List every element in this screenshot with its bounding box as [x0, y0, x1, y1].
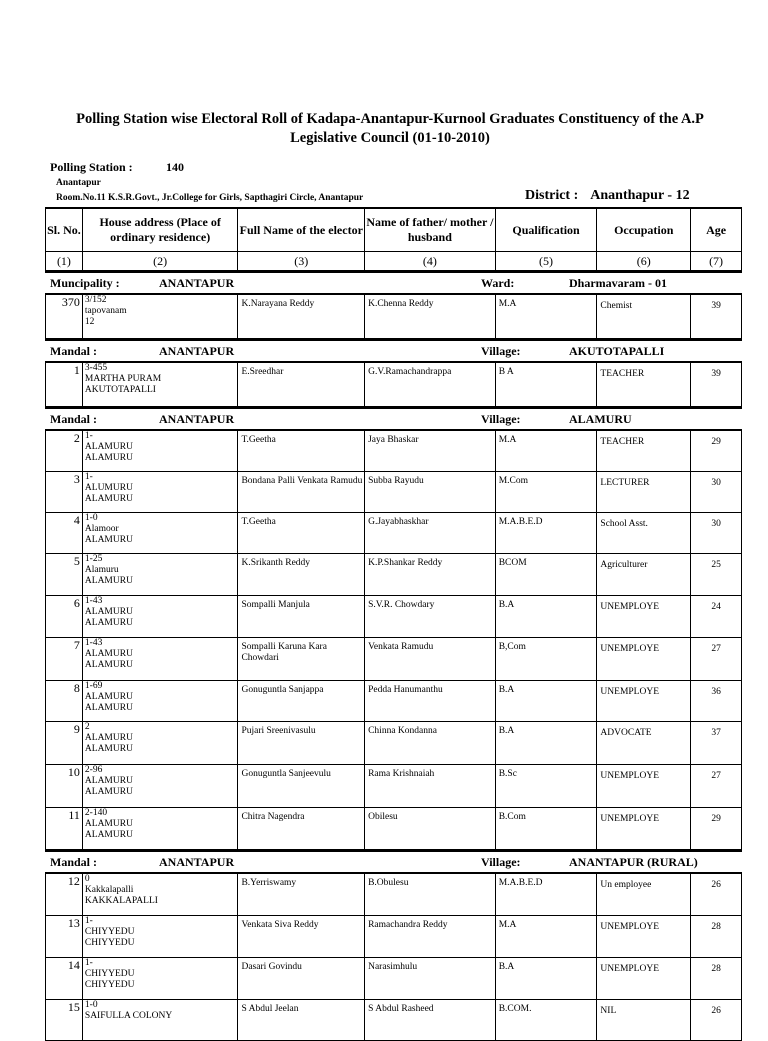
address-line: ALAMURU	[84, 787, 133, 797]
address-line: ALAMURU	[84, 744, 133, 754]
address-line: MARTHA PURAM	[84, 374, 162, 384]
section-area-value: ANANTAPUR (RURAL)	[569, 855, 698, 869]
address-line: ALAMURU	[84, 776, 133, 786]
table-row	[45, 513, 742, 554]
elector-name-cell: T.Geetha	[238, 431, 365, 471]
occupation-cell: LECTURER	[597, 472, 691, 512]
address-cell	[83, 472, 239, 512]
serial-number-cell: 13	[46, 916, 83, 957]
elector-name-cell: K.Srikanth Reddy	[238, 554, 365, 595]
serial-number-cell: 12	[46, 874, 83, 915]
address-line: 1-69	[84, 681, 103, 691]
address-cell	[83, 363, 239, 406]
address-line: ALAMURU	[84, 660, 133, 670]
table-row	[45, 472, 742, 513]
elector-name-cell: Sompalli Karuna Kara Chowdari	[238, 638, 365, 680]
address-line: ALAMURU	[84, 607, 133, 617]
section-header	[45, 271, 742, 295]
col-header-father: Name of father/ mother / husband	[365, 209, 496, 251]
age-cell: 28	[711, 922, 721, 932]
district-value: Ananthapur - 12	[590, 188, 690, 203]
address-line: 1-0	[84, 1000, 98, 1010]
age-cell: 29	[711, 814, 721, 824]
address-line: KAKKALAPALLI	[84, 896, 158, 906]
section-area-label: Village:	[481, 344, 521, 358]
polling-station-room: Room.No.11 K.S.R.Govt., Jr.College for Girls, Sapthagiri Circle, Anantapur	[56, 193, 364, 203]
qualification-cell: B.COM.	[496, 1000, 598, 1040]
elector-name-cell: E.Sreedhar	[238, 363, 365, 406]
table-row	[45, 765, 742, 808]
table-row	[45, 681, 742, 722]
address-line: 3-455	[84, 363, 108, 373]
electoral-roll-table	[45, 207, 742, 1041]
address-cell	[83, 431, 239, 471]
elector-name-cell: Chitra Nagendra	[238, 808, 365, 849]
occupation-cell: UNEMPLOYE	[597, 765, 691, 807]
section-name: ANANTAPUR	[159, 412, 235, 426]
section-header	[45, 339, 742, 363]
occupation-cell: Chemist	[597, 295, 691, 338]
address-cell	[83, 874, 239, 915]
qualification-cell: M.A	[496, 916, 598, 957]
col-header-qualification: Qualification	[496, 209, 598, 251]
serial-number-cell: 10	[46, 765, 83, 807]
address-line: ALUMURU	[84, 483, 133, 493]
section-type-label: Mandal :	[50, 344, 98, 358]
polling-station-number: 140	[166, 160, 184, 174]
occupation-cell: UNEMPLOYE	[597, 596, 691, 637]
address-cell	[83, 1000, 239, 1040]
address-line: 2	[84, 722, 90, 732]
serial-number-cell: 3	[46, 472, 83, 512]
serial-number-cell: 8	[46, 681, 83, 721]
district-info	[525, 188, 690, 204]
occupation-cell: NIL	[597, 1000, 691, 1040]
qualification-cell: BCOM	[496, 554, 598, 595]
address-line: ALAMURU	[84, 576, 133, 586]
table-row	[45, 958, 742, 1000]
relative-name-cell: Jaya Bhaskar	[365, 431, 496, 471]
section-area-label: Ward:	[481, 276, 515, 290]
relative-name-cell: S.V.R. Chowdary	[365, 596, 496, 637]
polling-station-town: Anantapur	[56, 178, 101, 188]
elector-name-cell: Bondana Palli Venkata Ramudu	[238, 472, 365, 512]
section-type-label: Mandal :	[50, 855, 98, 869]
polling-station-label: Polling Station :	[50, 160, 133, 174]
document-title	[40, 110, 740, 148]
serial-number-cell: 6	[46, 596, 83, 637]
col-number-6: (6)	[597, 252, 691, 270]
table-row	[45, 596, 742, 638]
elector-name-cell: Sompalli Manjula	[238, 596, 365, 637]
occupation-cell: School Asst.	[597, 513, 691, 553]
table-row	[45, 722, 742, 765]
address-cell	[83, 916, 239, 957]
occupation-cell: UNEMPLOYE	[597, 916, 691, 957]
title-line-1: Polling Station wise Electoral Roll of Kadapa-Anantapur-Kurnool Graduates Constituency of the A.P	[76, 111, 704, 127]
address-cell	[83, 958, 239, 999]
address-line: Alamuru	[84, 565, 119, 575]
qualification-cell: M.A.B.E.D	[496, 513, 598, 553]
section-header	[45, 850, 742, 874]
age-cell: 39	[711, 369, 721, 379]
age-cell: 39	[711, 301, 721, 311]
address-line: 1-	[84, 431, 93, 441]
col-number-1: (1)	[46, 252, 83, 270]
qualification-cell: B.Com	[496, 808, 598, 849]
address-line: 1-	[84, 916, 93, 926]
qualification-cell: M.A.B.E.D	[496, 874, 598, 915]
relative-name-cell: Venkata Ramudu	[365, 638, 496, 680]
age-cell: 36	[711, 687, 721, 697]
qualification-cell: B.A	[496, 958, 598, 999]
address-cell	[83, 596, 239, 637]
section-area-label: Village:	[481, 855, 521, 869]
col-header-occupation: Occupation	[597, 209, 691, 251]
address-line: 1-	[84, 472, 93, 482]
address-line: ALAMURU	[84, 692, 133, 702]
address-line: ALAMURU	[84, 494, 133, 504]
serial-number-cell: 4	[46, 513, 83, 553]
serial-number-cell: 15	[46, 1000, 83, 1040]
address-line: ALAMURU	[84, 733, 133, 743]
address-cell	[83, 638, 239, 680]
qualification-cell: B.Sc	[496, 765, 598, 807]
address-line: ALAMURU	[84, 649, 133, 659]
elector-name-cell: Venkata Siva Reddy	[238, 916, 365, 957]
elector-name-cell: K.Narayana Reddy	[238, 295, 365, 338]
elector-name-cell: S Abdul Jeelan	[238, 1000, 365, 1040]
col-header-age: Age	[706, 222, 727, 237]
address-cell	[83, 554, 239, 595]
address-line: ALAMURU	[84, 442, 133, 452]
table-row	[45, 638, 742, 681]
address-line: Kakkalapalli	[84, 885, 134, 895]
address-cell	[83, 681, 239, 721]
elector-name-cell: Gonuguntla Sanjappa	[238, 681, 365, 721]
age-cell: 25	[711, 560, 721, 570]
address-line: CHIYYEDU	[84, 980, 135, 990]
elector-name-cell: Pujari Sreenivasulu	[238, 722, 365, 764]
section-name: ANANTAPUR	[159, 855, 235, 869]
table-row	[45, 874, 742, 916]
serial-number-cell: 7	[46, 638, 83, 680]
address-line: 1-	[84, 958, 93, 968]
section-area-label: Village:	[481, 412, 521, 426]
address-line: ALAMURU	[84, 703, 133, 713]
table-row	[45, 554, 742, 596]
table-row	[45, 431, 742, 472]
serial-number-cell: 11	[46, 808, 83, 849]
address-line: 12	[84, 317, 95, 327]
col-number-5: (5)	[496, 252, 598, 270]
col-header-name: Full Name of the elector	[238, 209, 365, 251]
address-cell	[83, 765, 239, 807]
relative-name-cell: S Abdul Rasheed	[365, 1000, 496, 1040]
section-header	[45, 407, 742, 431]
relative-name-cell: G.V.Ramachandrappa	[365, 363, 496, 406]
address-line: SAIFULLA COLONY	[84, 1011, 173, 1021]
occupation-cell: Agriculturer	[597, 554, 691, 595]
address-line: CHIYYEDU	[84, 927, 135, 937]
section-type-label: Mandal :	[50, 412, 98, 426]
section-area-value: ALAMURU	[569, 412, 632, 426]
section-name: ANANTAPUR	[159, 344, 235, 358]
relative-name-cell: Chinna Kondanna	[365, 722, 496, 764]
table-header	[45, 207, 742, 252]
district-label: District :	[525, 188, 579, 203]
qualification-cell: B,Com	[496, 638, 598, 680]
col-header-sl: Sl. No.	[46, 209, 83, 251]
address-line: ALAMURU	[84, 618, 133, 628]
address-line: AKUTOTAPALLI	[84, 385, 156, 395]
address-cell	[83, 513, 239, 553]
serial-number-cell: 14	[46, 958, 83, 999]
qualification-cell: M.A	[496, 295, 598, 338]
serial-number-cell: 9	[46, 722, 83, 764]
section-type-label: Muncipality :	[50, 276, 120, 290]
age-cell: 27	[711, 771, 721, 781]
relative-name-cell: Obilesu	[365, 808, 496, 849]
col-number-7: (7)	[709, 253, 724, 268]
elector-name-cell: Gonuguntla Sanjeevulu	[238, 765, 365, 807]
serial-number-cell: 1	[46, 363, 83, 406]
occupation-cell: UNEMPLOYE	[597, 681, 691, 721]
relative-name-cell: Subba Rayudu	[365, 472, 496, 512]
col-number-2: (2)	[83, 252, 239, 270]
address-line: 1-43	[84, 596, 103, 606]
address-line: ALAMURU	[84, 535, 133, 545]
age-cell: 27	[711, 644, 721, 654]
address-line: ALAMURU	[84, 830, 133, 840]
occupation-cell: TEACHER	[597, 363, 691, 406]
address-line: tapovanam	[84, 306, 127, 316]
address-line: 1-0	[84, 513, 98, 523]
qualification-cell: M.A	[496, 431, 598, 471]
section-area-value: AKUTOTAPALLI	[569, 344, 665, 358]
address-cell	[83, 808, 239, 849]
relative-name-cell: B.Obulesu	[365, 874, 496, 915]
age-cell: 30	[711, 478, 721, 488]
age-cell: 37	[711, 728, 721, 738]
address-cell	[83, 722, 239, 764]
title-line-2: Legislative Council (01-10-2010)	[290, 130, 490, 146]
address-line: ALAMURU	[84, 453, 133, 463]
section-name: ANANTAPUR	[159, 276, 235, 290]
serial-number-cell: 370	[46, 295, 83, 338]
serial-number-cell: 2	[46, 431, 83, 471]
age-cell: 29	[711, 437, 721, 447]
table-row	[45, 916, 742, 958]
col-number-4: (4)	[365, 252, 496, 270]
age-cell: 30	[711, 519, 721, 529]
serial-number-cell: 5	[46, 554, 83, 595]
relative-name-cell: G.Jayabhaskhar	[365, 513, 496, 553]
relative-name-cell: Rama Krishnaiah	[365, 765, 496, 807]
qualification-cell: B.A	[496, 681, 598, 721]
table-row	[45, 295, 742, 339]
table-column-numbers	[45, 252, 742, 271]
address-line: CHIYYEDU	[84, 969, 135, 979]
elector-name-cell: B.Yerriswamy	[238, 874, 365, 915]
col-header-address: House address (Place of ordinary residence)	[83, 209, 239, 251]
address-line: 1-43	[84, 638, 103, 648]
address-cell	[83, 295, 239, 338]
relative-name-cell: Pedda Hanumanthu	[365, 681, 496, 721]
qualification-cell: B.A	[496, 722, 598, 764]
address-line: 1-25	[84, 554, 103, 564]
address-line: 0	[84, 874, 90, 884]
occupation-cell: Un employee	[597, 874, 691, 915]
relative-name-cell: K.P.Shankar Reddy	[365, 554, 496, 595]
elector-name-cell: T.Geetha	[238, 513, 365, 553]
occupation-cell: ADVOCATE	[597, 722, 691, 764]
qualification-cell: M.Com	[496, 472, 598, 512]
elector-name-cell: Dasari Govindu	[238, 958, 365, 999]
occupation-cell: UNEMPLOYE	[597, 808, 691, 849]
table-row	[45, 1000, 742, 1041]
qualification-cell: B A	[496, 363, 598, 406]
occupation-cell: UNEMPLOYE	[597, 638, 691, 680]
address-line: 3/152	[84, 295, 107, 305]
age-cell: 24	[711, 602, 721, 612]
table-row	[45, 363, 742, 407]
occupation-cell: UNEMPLOYE	[597, 958, 691, 999]
address-line: Alamoor	[84, 524, 119, 534]
relative-name-cell: Narasimhulu	[365, 958, 496, 999]
section-area-value: Dharmavaram - 01	[569, 276, 667, 290]
address-line: ALAMURU	[84, 819, 133, 829]
age-cell: 26	[711, 1006, 721, 1016]
age-cell: 26	[711, 880, 721, 890]
age-cell: 28	[711, 964, 721, 974]
address-line: CHIYYEDU	[84, 938, 135, 948]
address-line: 2-140	[84, 808, 108, 818]
qualification-cell: B.A	[496, 596, 598, 637]
occupation-cell: TEACHER	[597, 431, 691, 471]
table-body	[45, 271, 742, 1041]
address-line: 2-96	[84, 765, 103, 775]
col-number-3: (3)	[238, 252, 365, 270]
relative-name-cell: Ramachandra Reddy	[365, 916, 496, 957]
relative-name-cell: K.Chenna Reddy	[365, 295, 496, 338]
table-row	[45, 808, 742, 850]
